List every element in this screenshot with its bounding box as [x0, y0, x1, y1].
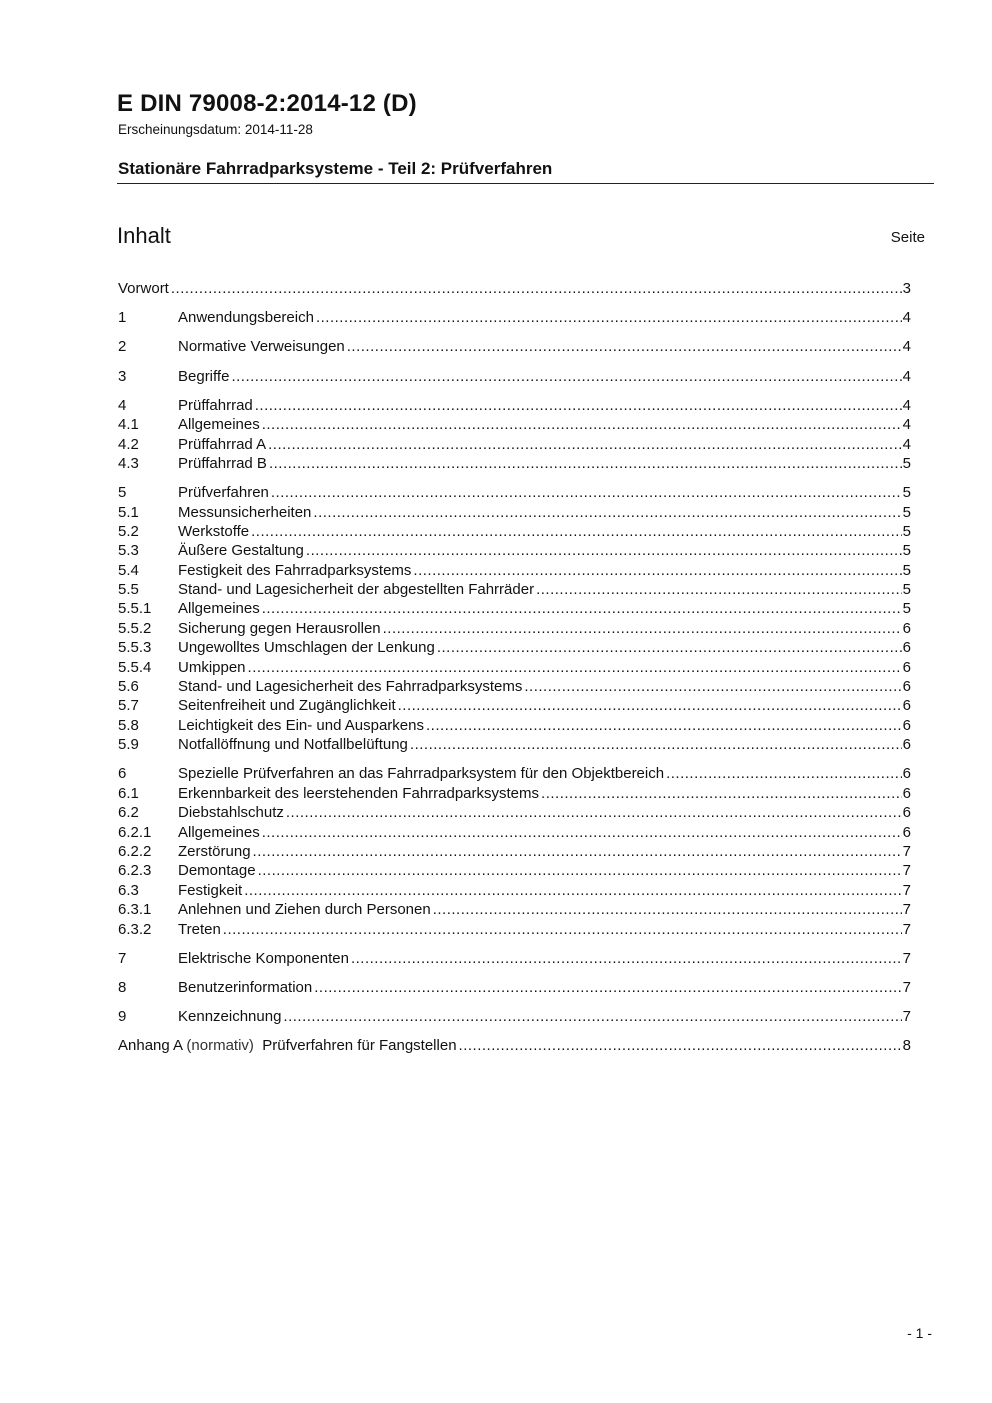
toc-entry-title: Elektrische Komponenten [178, 949, 349, 967]
toc-entry[interactable] [118, 454, 911, 473]
toc-entry-page: 5 [902, 454, 911, 472]
toc-dot-leader [262, 415, 902, 434]
toc-dot-leader [541, 784, 902, 803]
toc-entry-title: Vorwort [118, 280, 169, 297]
toc-dot-leader [314, 978, 901, 997]
toc-entry-title: Sicherung gegen Herausrollen [178, 619, 381, 637]
toc-entry[interactable] [118, 677, 911, 696]
toc-annex-title [118, 1036, 457, 1055]
toc-entry-number: 5.6 [118, 678, 139, 696]
toc-entry-title: Notfallöffnung und Notfallbelüftung [178, 736, 408, 754]
toc-entry-number: 5.4 [118, 561, 139, 579]
toc-entry-number: 9 [118, 1008, 127, 1026]
toc-entry-page: 7 [902, 949, 911, 967]
toc-dot-leader [413, 561, 901, 580]
toc-entry-title: Festigkeit des Fahrradparksystems [178, 561, 412, 579]
toc-entry-title: Diebstahlschutz [178, 804, 284, 822]
table-of-contents [118, 279, 911, 1056]
toc-entry-page: 5 [902, 484, 911, 502]
toc-dot-leader [248, 658, 902, 677]
toc-entry[interactable] [118, 978, 911, 997]
toc-entry[interactable] [118, 920, 911, 939]
toc-entry-page: 5 [902, 542, 911, 560]
toc-entry-number: 6.2 [118, 804, 139, 822]
toc-entry-title: Allgemeines [178, 600, 260, 618]
toc-entry-page: 6 [902, 804, 911, 822]
toc-entry-number: 4 [118, 396, 127, 414]
toc-entry[interactable] [118, 823, 911, 842]
toc-entry-title: Leichtigkeit des Ein- und Ausparkens [178, 716, 424, 734]
toc-entry-number: 7 [118, 949, 127, 967]
toc-entry-title: Messunsicherheiten [178, 503, 312, 521]
toc-entry-page: 7 [902, 842, 911, 860]
toc-entry-page: 4 [902, 396, 911, 414]
toc-entry-annex[interactable] [118, 1036, 911, 1055]
toc-entry[interactable] [118, 881, 911, 900]
toc-entry-title: Treten [178, 920, 221, 938]
toc-dot-leader [347, 337, 902, 356]
toc-dot-leader [524, 677, 901, 696]
toc-dot-leader [268, 435, 902, 454]
toc-entry-page: 5 [902, 561, 911, 579]
toc-dot-leader [271, 483, 902, 502]
toc-entry-title: Anlehnen und Ziehen durch Personen [178, 901, 431, 919]
toc-dot-leader [231, 367, 901, 386]
toc-dot-leader [283, 1007, 901, 1026]
toc-entry-title: Prüfverfahren [178, 484, 269, 502]
toc-entry-page: 6 [902, 697, 911, 715]
toc-entry[interactable] [118, 716, 911, 735]
toc-entry[interactable] [118, 803, 911, 822]
toc-dot-leader [253, 842, 902, 861]
page-number: - 1 - [907, 1325, 932, 1341]
toc-entry-page: 4 [902, 416, 911, 434]
toc-dot-leader [306, 541, 902, 560]
toc-entry-title: Zerstörung [178, 842, 251, 860]
toc-entry-page: 5 [902, 503, 911, 521]
toc-entry-title: Erkennbarkeit des leerstehenden Fahrradparksystems [178, 784, 540, 802]
toc-dot-leader [383, 619, 902, 638]
toc-entry-page: 7 [902, 901, 911, 919]
toc-entry-number: 5.5.3 [118, 639, 152, 657]
toc-entry-number: 6.1 [118, 784, 139, 802]
toc-entry-title: Demontage [178, 862, 256, 880]
toc-dot-leader [410, 735, 902, 754]
toc-entry-number: 5.5.4 [118, 658, 152, 676]
toc-entry[interactable] [118, 337, 911, 356]
toc-entry[interactable] [118, 735, 911, 754]
toc-entry-number: 6.2.2 [118, 842, 152, 860]
toc-dot-leader [286, 803, 902, 822]
toc-entry[interactable] [118, 842, 911, 861]
toc-entry[interactable] [118, 784, 911, 803]
toc-entry[interactable] [118, 503, 911, 522]
toc-entry-page: 6 [902, 765, 911, 783]
toc-entry-page: 6 [902, 658, 911, 676]
toc-entry[interactable] [118, 599, 911, 618]
toc-entry[interactable] [118, 279, 911, 298]
toc-entry-title: Spezielle Prüfverfahren an das Fahrradparksystem für den Objektbereich [178, 765, 665, 783]
toc-entry-number: 5.8 [118, 716, 139, 734]
toc-dot-leader [437, 638, 902, 657]
toc-dot-leader [426, 716, 902, 735]
toc-dot-leader [244, 881, 901, 900]
toc-entry-page: 6 [902, 736, 911, 754]
toc-entry[interactable] [118, 483, 911, 502]
toc-heading: Inhalt [117, 223, 171, 248]
toc-dot-leader [433, 900, 902, 919]
toc-annex-qualifier: (normativ) [186, 1037, 254, 1055]
toc-entry-title: Seitenfreiheit und Zugänglichkeit [178, 697, 396, 715]
toc-entry[interactable] [118, 308, 911, 327]
toc-entry[interactable] [118, 900, 911, 919]
toc-entry-page: 6 [902, 716, 911, 734]
toc-entry-page: 5 [902, 581, 911, 599]
toc-entry[interactable] [118, 541, 911, 560]
toc-entry-page: 4 [902, 367, 911, 385]
toc-entry-number: 4.3 [118, 454, 139, 472]
toc-annex-prefix: Anhang A [118, 1037, 183, 1055]
toc-entry-page: 5 [902, 600, 911, 618]
toc-entry-title: Stand- und Lagesicherheit der abgestellten Fahrräder [178, 581, 535, 599]
toc-entry-number: 5.5 [118, 581, 139, 599]
toc-entry[interactable] [118, 1007, 911, 1026]
toc-entry[interactable] [118, 861, 911, 880]
toc-dot-leader [398, 696, 902, 715]
toc-page-label: Seite [890, 229, 925, 246]
document-subtitle: Stationäre Fahrradparksysteme - Teil 2: Prüfverfahren [118, 159, 553, 178]
toc-entry[interactable] [118, 619, 911, 638]
toc-dot-leader [536, 580, 902, 599]
toc-entry[interactable] [118, 561, 911, 580]
toc-entry-page: 8 [902, 1037, 911, 1055]
toc-entry-number: 5.7 [118, 697, 139, 715]
toc-entry-number: 5.3 [118, 542, 139, 560]
toc-entry-title: Prüffahrrad [178, 396, 253, 414]
toc-entry-number: 4.1 [118, 416, 139, 434]
toc-entry-number: 6.3.1 [118, 901, 152, 919]
toc-dot-leader [171, 279, 902, 298]
toc-dot-leader [262, 823, 902, 842]
toc-entry-number: 5.1 [118, 503, 139, 521]
toc-entry-title: Allgemeines [178, 416, 260, 434]
toc-entry[interactable] [118, 949, 911, 968]
toc-entry[interactable] [118, 638, 911, 657]
toc-entry-page: 4 [902, 309, 911, 327]
toc-entry-page: 4 [902, 435, 911, 453]
toc-dot-leader [316, 308, 902, 327]
toc-entry-title: Normative Verweisungen [178, 338, 345, 356]
document-title: E DIN 79008-2:2014-12 (D) [117, 90, 417, 117]
toc-entry[interactable] [118, 696, 911, 715]
publication-date: Erscheinungsdatum: 2014-11-28 [118, 122, 313, 137]
toc-entry-title: Allgemeines [178, 823, 260, 841]
toc-entry-page: 6 [902, 784, 911, 802]
toc-entry-page: 7 [902, 1008, 911, 1026]
toc-entry-page: 7 [902, 920, 911, 938]
toc-entry-page: 7 [902, 862, 911, 880]
toc-entry-title: Kennzeichnung [178, 1008, 282, 1026]
toc-dot-leader [255, 396, 902, 415]
header-divider [117, 183, 934, 184]
toc-dot-leader [313, 503, 901, 522]
toc-entry-number: 6.2.3 [118, 862, 152, 880]
toc-entry-number: 6.3.2 [118, 920, 152, 938]
toc-dot-leader [223, 920, 902, 939]
toc-dot-leader [262, 599, 902, 618]
toc-entry[interactable] [118, 396, 911, 415]
toc-entry-number: 6.2.1 [118, 823, 152, 841]
toc-entry-number: 5.5.1 [118, 600, 152, 618]
toc-entry-number: 5.9 [118, 736, 139, 754]
toc-entry-page: 5 [902, 522, 911, 540]
toc-entry[interactable] [118, 367, 911, 386]
toc-entry[interactable] [118, 764, 911, 783]
toc-entry-number: 5.5.2 [118, 619, 152, 637]
toc-entry-page: 7 [902, 881, 911, 899]
toc-entry-number: 1 [118, 309, 127, 327]
toc-entry-title: Äußere Gestaltung [178, 542, 304, 560]
toc-entry-number: 6 [118, 765, 127, 783]
toc-entry[interactable] [118, 435, 911, 454]
toc-entry-page: 6 [902, 823, 911, 841]
toc-entry-number: 8 [118, 978, 127, 996]
toc-entry[interactable] [118, 522, 911, 541]
toc-entry-number: 5 [118, 484, 127, 502]
toc-entry-page: 6 [902, 678, 911, 696]
toc-entry-number: 5.2 [118, 522, 139, 540]
toc-entry-title: Umkippen [178, 658, 246, 676]
toc-entry-title: Anwendungsbereich [178, 309, 314, 327]
toc-entry-page: 6 [902, 639, 911, 657]
toc-dot-leader [459, 1036, 902, 1055]
toc-entry-number: 6.3 [118, 881, 139, 899]
toc-entry-title: Stand- und Lagesicherheit des Fahrradparksystems [178, 678, 523, 696]
toc-entry[interactable] [118, 580, 911, 599]
toc-dot-leader [351, 949, 902, 968]
toc-entry-title: Benutzerinformation [178, 978, 313, 996]
toc-entry-title: Festigkeit [178, 881, 243, 899]
toc-entry-page: 4 [902, 338, 911, 356]
toc-dot-leader [269, 454, 902, 473]
toc-entry-title: Werkstoffe [178, 522, 250, 540]
toc-entry-title: Begriffe [178, 367, 230, 385]
toc-entry[interactable] [118, 658, 911, 677]
toc-dot-leader [251, 522, 902, 541]
toc-entry-number: 3 [118, 367, 127, 385]
toc-entry-title: Prüffahrrad B [178, 454, 267, 472]
toc-entry[interactable] [118, 415, 911, 434]
toc-entry-title: Ungewolltes Umschlagen der Lenkung [178, 639, 435, 657]
toc-dot-leader [666, 764, 902, 783]
toc-annex-text: Prüfverfahren für Fangstellen [262, 1037, 457, 1055]
toc-dot-leader [258, 861, 902, 880]
toc-entry-page: 6 [902, 619, 911, 637]
toc-entry-number: 4.2 [118, 435, 139, 453]
toc-entry-page: 3 [902, 280, 911, 297]
toc-entry-number: 2 [118, 338, 127, 356]
toc-entry-page: 7 [902, 978, 911, 996]
toc-entry-title: Prüffahrrad A [178, 435, 267, 453]
